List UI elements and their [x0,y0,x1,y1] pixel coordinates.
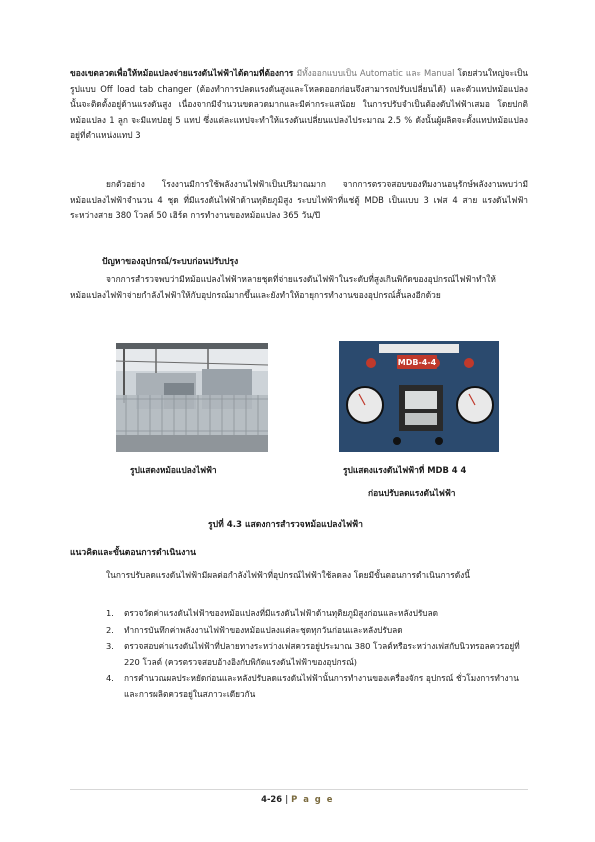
transformer-photo [116,343,268,452]
list-item [106,606,530,622]
panel-label: MDB-4-4 [397,358,437,367]
paragraph-tap-changer-main: ของเขตลวดเพื่อให้หม้อแปลงจ่ายแรงดันไฟฟ้าได้ตามที่ต้องการ [70,68,297,78]
caption-mdb-line2: ก่อนปรับลดแรงดันไฟฟ้า [368,488,456,498]
paragraph-tap-changer-tail: มีทั้งออกแบบเป็น Automatic และ Manual [296,68,455,78]
caption-mdb-line1: รูปแสดงแรงดันไฟฟ้าที่ MDB 4 4 [343,465,467,475]
step-number: 3. [106,641,114,651]
footer-separator: | [285,794,289,804]
list-item [106,671,530,702]
step-number: 2. [106,624,114,635]
step-number: 4. [106,673,114,683]
paragraph-example: ยกตัวอย่าง โรงงานมีการใช้พลังงานไฟฟ้าเป็นปริมาณมาก จากการตรวจสอบของทีมงานอนุรักษ์พลังงานพบว่ามีหม้อแปลงไฟฟ้าจำนวน 4 ชุด ที่มีแรงดันไฟฟ้าด้านทุติยภูมิสูง ระบบไฟฟ้าที่แช่ตู้ MDB เป็นแบบ 3 เฟส 4 สาย แรงดันไฟฟ้าระหว่างสาย 380 โวลต์ 50 เฮิร์ต การทำงานของหม้อแปลง 365 วัน/ปี [70,179,528,220]
caption-transformer: รูปแสดงหม้อแปลงไฟฟ้า [130,465,217,475]
step-text: ทำการบันทึกค่าพลังงานไฟฟ้าของหม้อแปลงแต่ละชุดทุกวันก่อนและหลังปรับลด [124,624,403,635]
figure-title: รูปที่ 4.3 แสดงการสำรวจหม้อแปลงไฟฟ้า [208,520,363,530]
paragraph-problem: จากการสำรวจพบว่ามีหม้อแปลงไฟฟ้าหลายชุดที่จ่ายแรงดันไฟฟ้าในระดับที่สูงเกินพิกัดของอุปกรณ์ไฟฟ้าทำให้หม้อแปลงไฟฟ้าจ่ายกำลังไฟฟ้าให้กับอุปกรณ์มากขึ้นและยังทำให้อายุการทำงานของอุปกรณ์สั้นลงอีกด้วย [70,274,496,300]
step-number: 1. [106,608,114,618]
step-text: การคำนวณผลประหยัดก่อนและหลังปรับลดแรงดันไฟฟ้านั้นการทำงานของเครื่องจักร อุปกรณ์ ชั่วโมงการทำงานและการผลิตควรอยู่ในสภาวะเดียวกัน [124,673,519,699]
paragraph-tap-changer [70,66,528,144]
footer-divider [70,789,528,790]
mdb-panel-photo [339,341,499,452]
step-text: ตรวจวัดค่าแรงดันไฟฟ้าของหม้อแปลงที่มีแรงดันไฟฟ้าด้านทุติยภูมิสูงก่อนและหลังปรับลด [124,608,439,618]
paragraph-tap-changer-rest: โดยส่วนใหญ่จะเป็นรูปแบบ Off load tab changer (ต้องทำการปลดแรงดันสูงและโหลดออกก่อนจึงสามารถปรับเปลี่ยนได้) และตัวแทปหม้อแปลงนั้นจะติดตั้งอยู่ด้านแรงดันสูง เนื่องจากมีจำนวนขดลวดมากและมีค่ากระแสน้อย ในการปรับจำเป็นต้องดับไฟฟ้าเสมอ โดยปกติหม้อแปลง 1 ลูก จะมีแทปอยู่ 5 แทป ซึ่งแต่ละแทปจะทำให้แรงดันเปลี่ยนแปลงไประมาณ 2.5 % ดังนั้นผู้ผลิตจะตั้งแทปหม้อแปลงอยู่ที่ตำแหน่งแทป 3 [70,68,528,140]
mdb-panel-drawing [339,341,499,452]
page-label: P a g e [291,794,334,804]
steps-list [106,606,530,703]
transformer-photo-drawing [116,343,268,452]
heading-problem: ปัญหาของอุปกรณ์/ระบบก่อนปรับปรุง [102,257,239,267]
step-text: ตรวจสอบค่าแรงดันไฟฟ้าที่ปลายทางระหว่างเฟสควรอยู่ประมาณ 380 โวลต์หรือระหว่างเฟสกับนิวทรอลควรอยู่ที่ 220 โวลต์ (ควรตรวจสอบอ้างอิงกับพิกัดแรงดันไฟฟ้าของอุปกรณ์) [124,641,520,667]
page-footer [0,794,595,804]
list-item [106,639,530,670]
heading-approach: แนวคิดและขั้นตอนการดำเนินงาน [70,548,196,558]
paragraph-approach: ในการปรับลดแรงดันไฟฟ้ามีผลต่อกำลังไฟฟ้าที่อุปกรณ์ไฟฟ้าใช้ลดลง โดยมีขั้นตอนการดำเนินการดังนี้ [106,570,470,580]
page-number: 4-26 [261,794,283,804]
list-item [106,623,530,639]
